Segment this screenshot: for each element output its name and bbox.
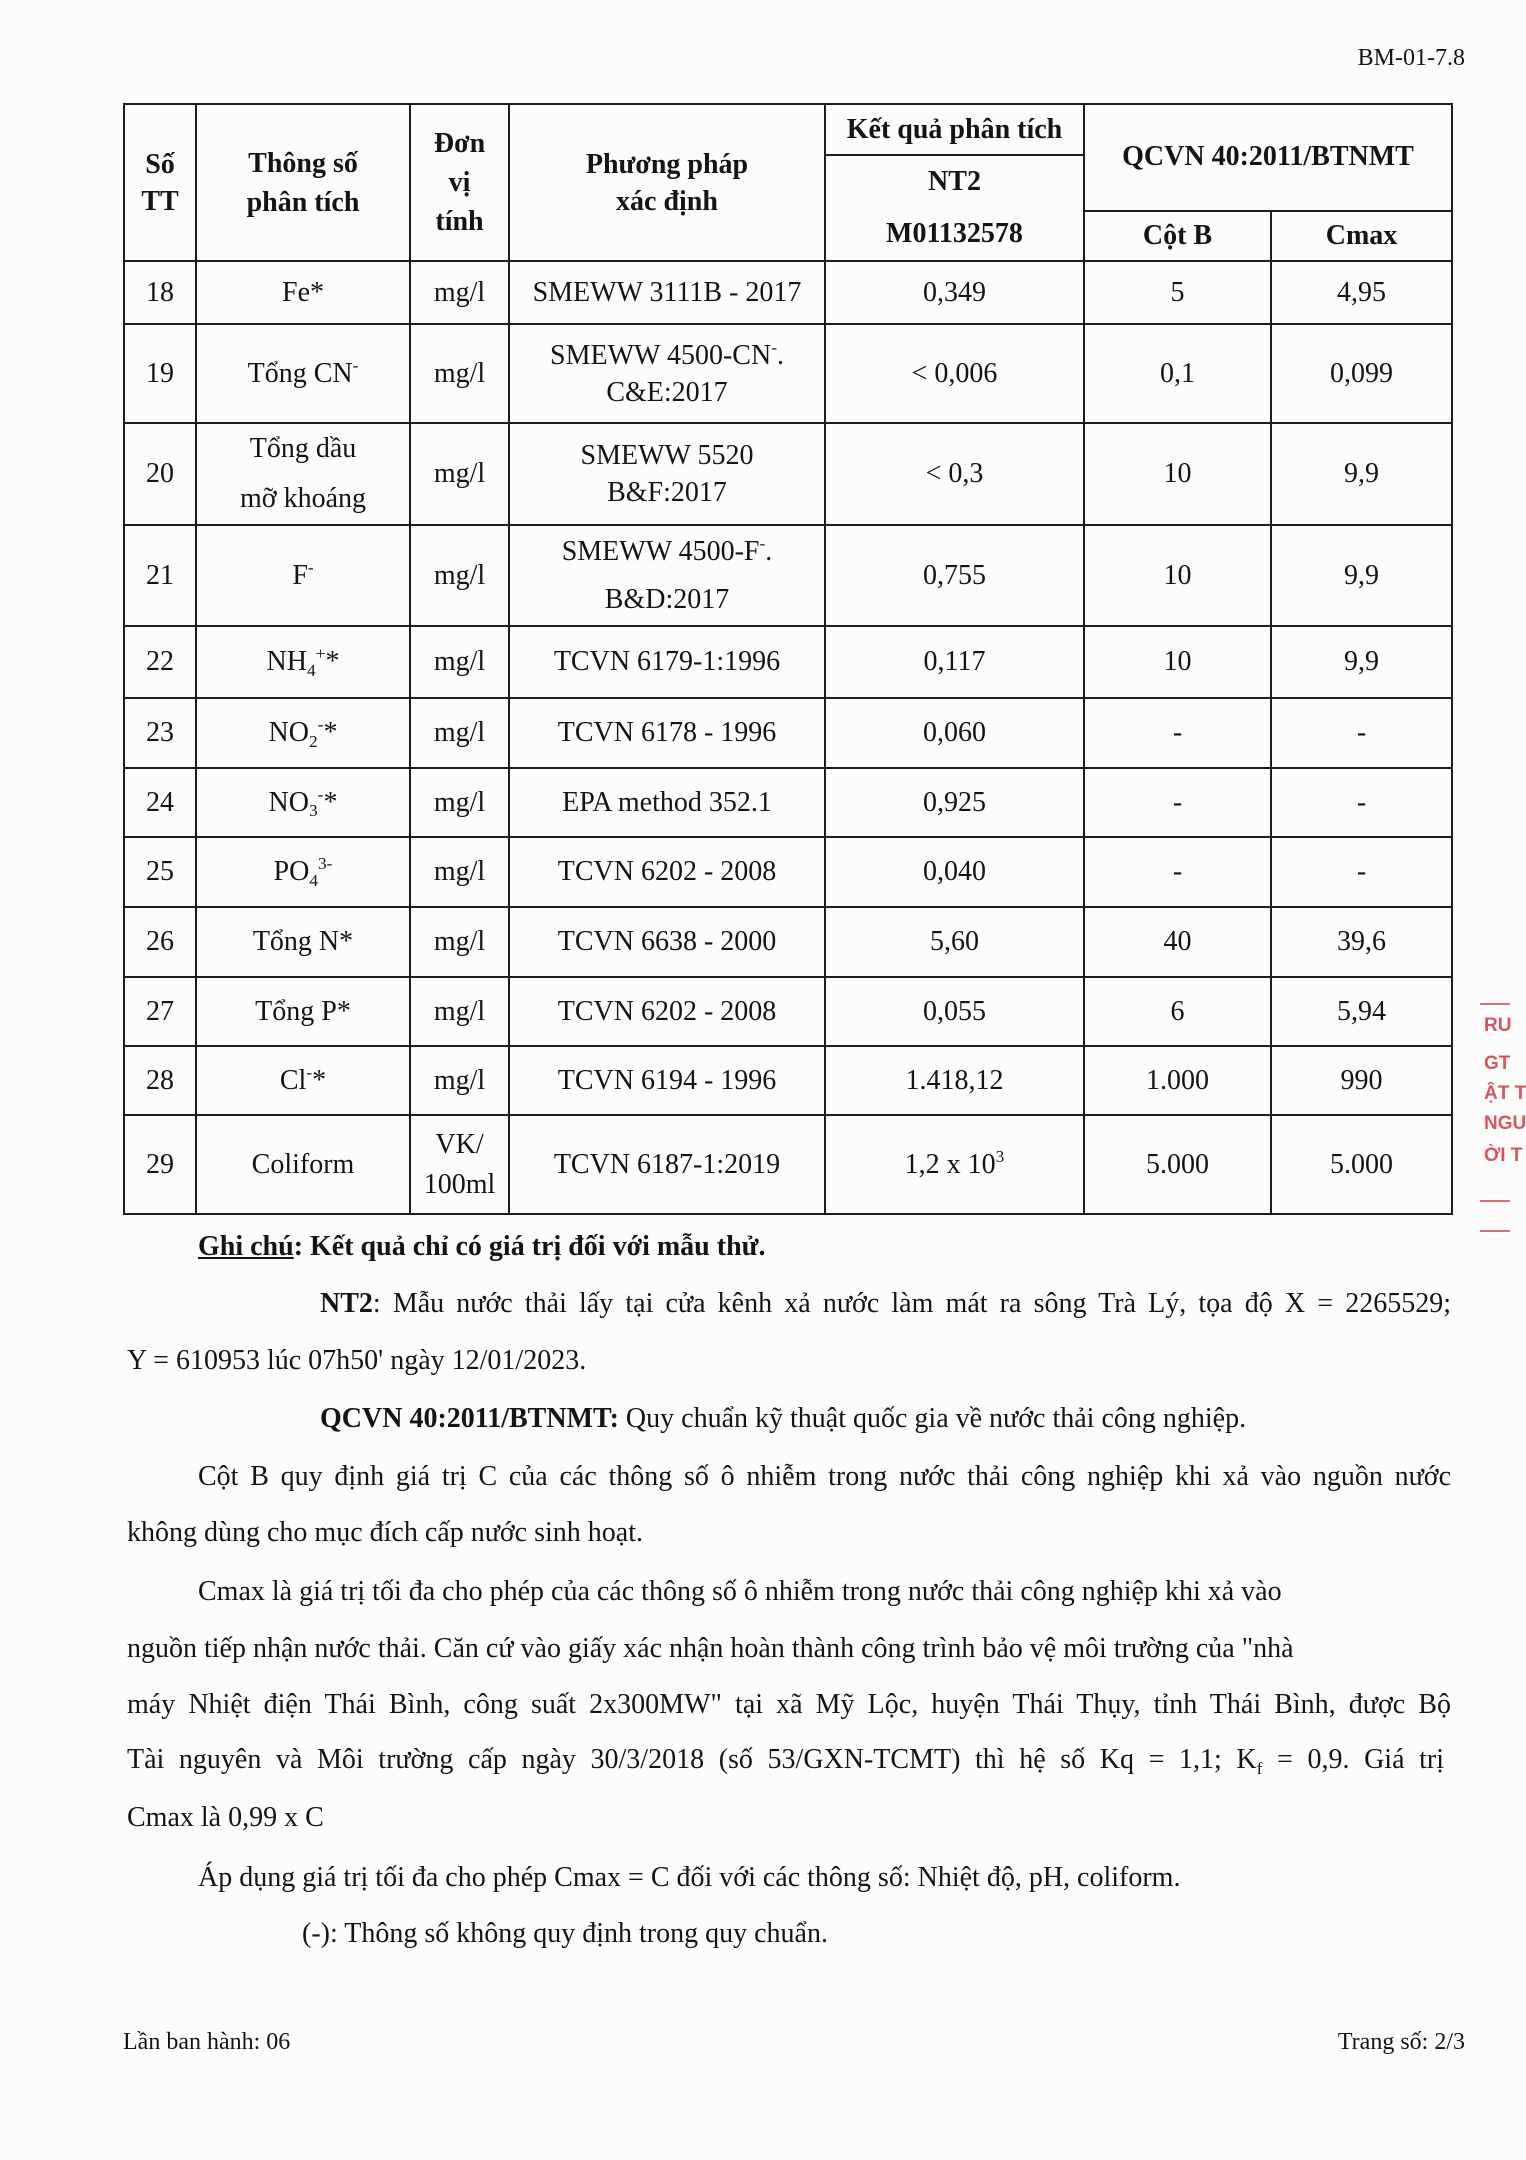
stamp-text: RU xyxy=(1484,1015,1512,1036)
note-qcvn-label: QCVN 40:2011/BTNMT: xyxy=(320,1403,619,1434)
param-superscript: - xyxy=(306,1062,313,1082)
param-line xyxy=(197,424,409,474)
method-text: SMEWW 4500-CN xyxy=(550,339,772,371)
stt-cell: 26 xyxy=(124,907,196,977)
method-line xyxy=(510,274,824,312)
col-b-cell: 10 xyxy=(1084,525,1271,626)
method-cell xyxy=(509,698,825,768)
result-cell: 0,925 xyxy=(825,768,1084,837)
note-dash: (-): Thông số không quy định trong quy chuẩn. xyxy=(302,1918,828,1949)
cmax-cell: 5,94 xyxy=(1271,977,1452,1046)
footer-issue: Lần ban hành: 06 xyxy=(123,2029,291,2055)
stamp-text: ẬT T xyxy=(1484,1083,1526,1104)
param-superscript: 3- xyxy=(318,854,333,874)
param-superscript: - xyxy=(307,557,314,577)
cmax-cell: 9,9 xyxy=(1271,423,1452,525)
result-cell: < 0,3 xyxy=(825,423,1084,525)
stamp-text: GT xyxy=(1484,1053,1511,1074)
unit-line: VK/ xyxy=(435,1128,484,1160)
param-end: * xyxy=(325,646,340,677)
unit-line: mg/l xyxy=(433,856,486,887)
method-cell xyxy=(509,423,825,525)
cmax-cell: 9,9 xyxy=(1271,525,1452,626)
result-cell: 1.418,12 xyxy=(825,1046,1084,1115)
param-superscript: + xyxy=(315,644,326,664)
unit-line: mg/l xyxy=(433,357,486,389)
header-standard: QCVN 40:2011/BTNMT xyxy=(1084,104,1452,211)
result-cell: 0,055 xyxy=(825,977,1084,1046)
col-b-cell: 10 xyxy=(1084,423,1271,525)
header-cmax: Cmax xyxy=(1271,211,1452,261)
param-text: NO xyxy=(268,786,309,818)
param-cell xyxy=(196,423,410,525)
header-param-line: phân tích xyxy=(246,186,360,218)
note-nt2-line1 xyxy=(320,1286,1451,1322)
method-superscript: - xyxy=(759,533,766,553)
unit-cell xyxy=(410,698,509,768)
method-cell xyxy=(509,261,825,324)
method-cell xyxy=(509,1046,825,1115)
note-cmax-line3: máy Nhiệt điện Thái Bình, công suất 2x300MW" tại xã Mỹ Lộc, huyện Thái Thụy, tỉnh Thái Bình, được Bộ xyxy=(127,1689,1451,1720)
param-line xyxy=(197,714,409,752)
unit-cell xyxy=(410,525,509,626)
param-cell xyxy=(196,837,410,907)
result-cell: 0,755 xyxy=(825,525,1084,626)
result-cell xyxy=(825,1115,1084,1214)
table-row xyxy=(124,977,1452,1046)
param-subscript: 4 xyxy=(309,870,318,890)
param-text: mỡ khoáng xyxy=(239,483,366,514)
header-stt xyxy=(124,104,196,261)
method-line xyxy=(510,1062,824,1100)
header-method-line: Phương pháp xyxy=(585,148,749,180)
method-line xyxy=(510,714,824,752)
method-cell xyxy=(509,1115,825,1214)
method-cell xyxy=(509,907,825,977)
unit-cell xyxy=(410,423,509,525)
method-text: C&E:2017 xyxy=(606,376,728,408)
header-unit-line: tính xyxy=(435,206,484,237)
param-line xyxy=(197,923,409,961)
note-cmax-line2: nguồn tiếp nhận nước thải. Căn cứ vào giấy xác nhận hoàn thành công trình bảo vệ môi trường của "nhà xyxy=(127,1633,1294,1664)
table-row xyxy=(124,1046,1452,1115)
note-cmax-line5: Cmax là 0,99 x C xyxy=(127,1802,324,1833)
note-cmax-subscript: f xyxy=(1256,1758,1263,1778)
param-end: * xyxy=(323,717,338,748)
cmax-cell: 990 xyxy=(1271,1046,1452,1115)
method-line xyxy=(510,576,824,624)
header-unit xyxy=(410,104,509,261)
header-col-b: Cột B xyxy=(1084,211,1271,261)
header-sample-code: M01132578 xyxy=(886,218,1023,249)
header-param-line: Thông số xyxy=(248,147,358,179)
result-cell: 0,349 xyxy=(825,261,1084,324)
note-heading-text: : Kết quả chỉ có giá trị đối với mẫu thử. xyxy=(293,1231,766,1262)
unit-cell xyxy=(410,768,509,837)
param-subscript: 3 xyxy=(308,801,318,821)
param-line xyxy=(197,557,409,595)
param-cell xyxy=(196,261,410,324)
note-col-b-line1: Cột B quy định giá trị C của các thông số ô nhiễm trong nước thải công nghiệp khi xả vào nguồn nước xyxy=(198,1461,1451,1492)
param-text: PO xyxy=(273,856,310,887)
cmax-cell: 5.000 xyxy=(1271,1115,1452,1214)
table-row xyxy=(124,525,1452,626)
param-text: F xyxy=(292,559,308,591)
footer-page-number: Trang số: 2/3 xyxy=(1337,2029,1465,2055)
col-b-cell: 6 xyxy=(1084,977,1271,1046)
table-row xyxy=(124,698,1452,768)
results-table xyxy=(123,103,1453,1215)
unit-cell xyxy=(410,1046,509,1115)
method-text: SMEWW 5520 xyxy=(580,440,754,471)
param-text: Tổng P* xyxy=(255,995,351,1027)
result-cell: 0,040 xyxy=(825,837,1084,907)
param-end: * xyxy=(312,1064,327,1096)
param-text: Cl xyxy=(279,1064,307,1096)
method-text: TCVN 6202 - 2008 xyxy=(557,856,777,887)
param-superscript: - xyxy=(317,784,324,804)
stamp-stroke xyxy=(1480,1200,1510,1202)
method-cell xyxy=(509,768,825,837)
stt-cell: 21 xyxy=(124,525,196,626)
param-subscript: 4 xyxy=(306,660,316,680)
table-row xyxy=(124,626,1452,698)
table-row xyxy=(124,768,1452,837)
method-line xyxy=(510,1146,824,1184)
header-unit-line: Đơn xyxy=(433,128,486,159)
method-end: . xyxy=(765,535,773,567)
param-line xyxy=(197,1062,409,1100)
note-col-b-line2: không dùng cho mục đích cấp nước sinh hoạt. xyxy=(127,1517,643,1548)
note-cmax-line1: Cmax là giá trị tối đa cho phép của các thông số ô nhiễm trong nước thải công nghiệp khi xả vào xyxy=(198,1576,1282,1607)
method-line xyxy=(510,474,824,511)
method-text: B&F:2017 xyxy=(607,477,727,508)
cmax-cell: 4,95 xyxy=(1271,261,1452,324)
unit-cell xyxy=(410,837,509,907)
table-row xyxy=(124,324,1452,423)
note-cmax-line4 xyxy=(127,1742,1444,1778)
note-heading xyxy=(198,1229,765,1265)
method-cell xyxy=(509,324,825,423)
result-cell: 0,060 xyxy=(825,698,1084,768)
col-b-cell: 40 xyxy=(1084,907,1271,977)
param-text: NO xyxy=(268,717,309,748)
param-line xyxy=(197,643,409,681)
param-text: NH xyxy=(266,646,307,677)
cmax-cell: 0,099 xyxy=(1271,324,1452,423)
stt-cell: 20 xyxy=(124,423,196,525)
param-superscript: - xyxy=(352,355,359,375)
header-stt-line: Số xyxy=(145,148,175,180)
param-text: Fe* xyxy=(282,276,324,308)
param-end: * xyxy=(323,786,338,818)
cmax-cell: - xyxy=(1271,768,1452,837)
result-text: 1,2 x 10 xyxy=(904,1148,996,1180)
unit-line: mg/l xyxy=(433,995,486,1027)
param-cell xyxy=(196,698,410,768)
method-line xyxy=(510,374,824,411)
table-body xyxy=(124,261,1452,1214)
method-cell xyxy=(509,525,825,626)
note-nt2-line2: Y = 610953 lúc 07h50' ngày 12/01/2023. xyxy=(127,1345,587,1376)
method-line xyxy=(510,337,824,374)
param-line xyxy=(197,993,409,1031)
header-row xyxy=(124,104,1452,155)
col-b-cell: - xyxy=(1084,768,1271,837)
unit-line: mg/l xyxy=(433,717,486,748)
unit-line: mg/l xyxy=(433,646,486,677)
stt-cell: 23 xyxy=(124,698,196,768)
table-row xyxy=(124,1115,1452,1214)
method-text: TCVN 6178 - 1996 xyxy=(557,717,777,748)
unit-line: mg/l xyxy=(433,926,486,957)
method-line xyxy=(510,853,824,891)
cmax-cell: - xyxy=(1271,837,1452,907)
note-heading-label: Ghi chú xyxy=(198,1231,294,1262)
method-line xyxy=(510,528,824,576)
col-b-cell: 1.000 xyxy=(1084,1046,1271,1115)
table-row xyxy=(124,261,1452,324)
param-cell xyxy=(196,324,410,423)
stamp-stroke xyxy=(1480,1230,1510,1232)
unit-cell xyxy=(410,977,509,1046)
document-code: BM-01-7.8 xyxy=(1357,45,1465,71)
method-text: TCVN 6194 - 1996 xyxy=(557,1064,777,1096)
header-unit-line: vị xyxy=(448,167,471,198)
stt-cell: 19 xyxy=(124,324,196,423)
unit-line: mg/l xyxy=(433,559,486,591)
param-cell xyxy=(196,907,410,977)
unit-line: mg/l xyxy=(433,458,486,489)
unit-line: mg/l xyxy=(433,276,486,308)
method-cell xyxy=(509,837,825,907)
table-row xyxy=(124,837,1452,907)
header-method xyxy=(509,104,825,261)
unit-line: mg/l xyxy=(433,1064,486,1096)
method-end: . xyxy=(776,339,784,371)
col-b-cell: - xyxy=(1084,837,1271,907)
method-superscript: - xyxy=(771,337,777,357)
col-b-cell: 0,1 xyxy=(1084,324,1271,423)
header-param xyxy=(196,104,410,261)
method-text: TCVN 6202 - 2008 xyxy=(557,995,777,1027)
method-line xyxy=(510,437,824,474)
note-nt2-label: NT2 xyxy=(320,1288,373,1319)
note-apply: Áp dụng giá trị tối đa cho phép Cmax = C đối với các thông số: Nhiệt độ, pH, coliform. xyxy=(198,1862,1181,1893)
table-row xyxy=(124,423,1452,525)
table-row xyxy=(124,907,1452,977)
param-text: Tổng CN xyxy=(247,357,353,389)
method-text: SMEWW 4500-F xyxy=(561,535,760,567)
unit-cell xyxy=(410,626,509,698)
result-cell: 5,60 xyxy=(825,907,1084,977)
stt-cell: 27 xyxy=(124,977,196,1046)
method-line xyxy=(510,993,824,1031)
method-cell xyxy=(509,626,825,698)
method-text: EPA method 352.1 xyxy=(562,786,772,818)
param-line xyxy=(197,474,409,524)
col-b-cell: 5.000 xyxy=(1084,1115,1271,1214)
stt-cell: 29 xyxy=(124,1115,196,1214)
stamp-text: NGU xyxy=(1484,1113,1526,1134)
cmax-cell: 9,9 xyxy=(1271,626,1452,698)
method-text: TCVN 6179-1:1996 xyxy=(553,646,781,677)
table-header xyxy=(124,104,1452,261)
col-b-cell: 5 xyxy=(1084,261,1271,324)
cmax-cell: - xyxy=(1271,698,1452,768)
unit-cell xyxy=(410,261,509,324)
param-text: Tổng dầu xyxy=(249,433,357,464)
param-cell xyxy=(196,525,410,626)
method-text: TCVN 6187-1:2019 xyxy=(553,1148,781,1180)
note-cmax-line4-a: Tài nguyên và Môi trường cấp ngày 30/3/2018 (số 53/GXN-TCMT) thì hệ số Kq = 1,1; K xyxy=(127,1744,1257,1775)
param-text: Coliform xyxy=(251,1148,355,1180)
unit-cell xyxy=(410,1115,509,1214)
unit-line: mg/l xyxy=(433,786,486,818)
result-cell: < 0,006 xyxy=(825,324,1084,423)
stt-cell: 18 xyxy=(124,261,196,324)
col-b-cell: - xyxy=(1084,698,1271,768)
result-cell: 0,117 xyxy=(825,626,1084,698)
note-nt2-text: : Mẫu nước thải lấy tại cửa kênh xả nước làm mát ra sông Trà Lý, tọa độ X = 2265529; xyxy=(372,1288,1451,1319)
result-exponent: 3 xyxy=(995,1146,1005,1166)
col-b-cell: 10 xyxy=(1084,626,1271,698)
unit-cell xyxy=(410,907,509,977)
unit-cell xyxy=(410,324,509,423)
param-text: Tổng N* xyxy=(252,926,354,957)
note-cmax-line4-b: = 0,9. Giá trị xyxy=(1262,1744,1444,1775)
stt-cell: 24 xyxy=(124,768,196,837)
param-cell xyxy=(196,768,410,837)
param-superscript: - xyxy=(317,715,324,735)
header-method-line: xác định xyxy=(616,185,718,217)
header-sample xyxy=(825,155,1084,261)
param-cell xyxy=(196,977,410,1046)
result-line xyxy=(826,1146,1083,1184)
header-stt-line: TT xyxy=(141,185,179,217)
param-line xyxy=(197,784,409,822)
cmax-cell: 39,6 xyxy=(1271,907,1452,977)
param-cell xyxy=(196,1115,410,1214)
stt-cell: 22 xyxy=(124,626,196,698)
param-subscript: 2 xyxy=(308,731,318,751)
method-text: SMEWW 3111B - 2017 xyxy=(532,276,802,308)
unit-line: 100ml xyxy=(423,1168,496,1200)
note-qcvn-text: Quy chuẩn kỹ thuật quốc gia về nước thải công nghiệp. xyxy=(618,1403,1247,1434)
method-text: B&D:2017 xyxy=(604,583,730,615)
method-line xyxy=(510,784,824,822)
stt-cell: 28 xyxy=(124,1046,196,1115)
method-text: TCVN 6638 - 2000 xyxy=(557,926,777,957)
stt-cell: 25 xyxy=(124,837,196,907)
param-line xyxy=(197,853,409,891)
param-cell xyxy=(196,1046,410,1115)
header-sample-name: NT2 xyxy=(928,166,981,197)
method-cell xyxy=(509,977,825,1046)
stamp-fragment xyxy=(1478,995,1526,1245)
stamp-text: ỜI T xyxy=(1484,1145,1523,1166)
param-line xyxy=(197,355,409,393)
param-cell xyxy=(196,626,410,698)
param-line xyxy=(197,1146,409,1184)
param-line xyxy=(197,274,409,312)
note-qcvn xyxy=(320,1401,1246,1437)
header-result: Kết quả phân tích xyxy=(825,104,1084,155)
method-line xyxy=(510,923,824,961)
stamp-stroke xyxy=(1480,1003,1510,1005)
method-line xyxy=(510,643,824,681)
